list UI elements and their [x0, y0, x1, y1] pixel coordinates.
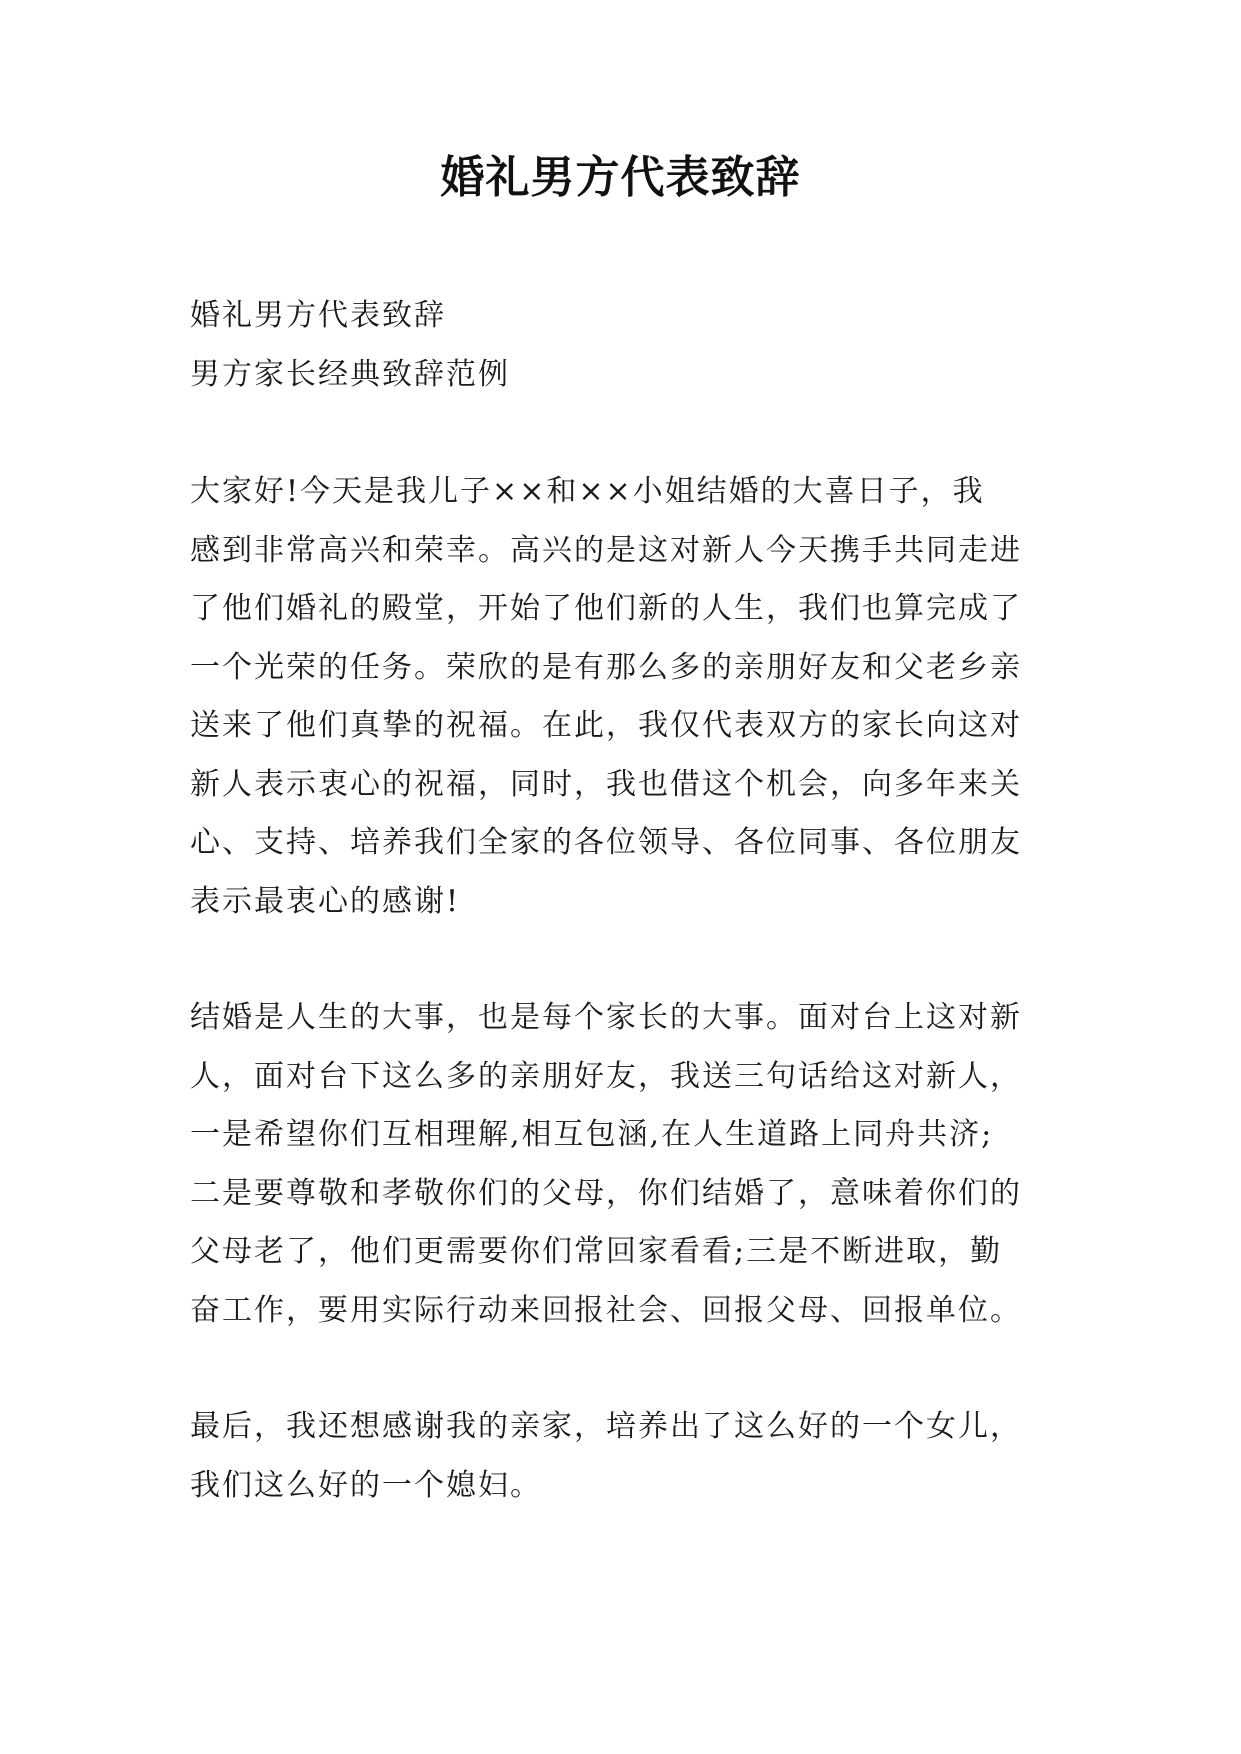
- paragraph-line: 结婚是人生的大事，也是每个家长的大事。面对台上这对新: [190, 1000, 1022, 1035]
- paragraph-line: 一是希望你们互相理解,相互包涵,在人生道路上同舟共济;: [190, 1117, 994, 1152]
- document-body: [190, 287, 1070, 1573]
- paragraph-line: 一个光荣的任务。荣欣的是有那么多的亲朋好友和父老乡亲: [190, 649, 1022, 685]
- subtitle-line: 男方家长经典致辞范例: [190, 356, 510, 392]
- paragraph-line: 大家好!今天是我儿子××和××小姐结婚的大喜日子，我: [190, 474, 985, 509]
- paragraph-advice: [190, 989, 1070, 1340]
- paragraph-line: 父母老了，他们更需要你们常回家看看;三是不断进取，勤: [190, 1234, 1003, 1269]
- paragraph-line: 新人表示衷心的祝福，同时，我也借这个机会，向多年来关: [190, 766, 1022, 802]
- paragraph-line: 我们这么好的一个媳妇。: [190, 1467, 542, 1503]
- paragraph-line: 心、支持、培养我们全家的各位领导、各位同事、各位朋友: [190, 825, 1022, 860]
- subtitle-line: 婚礼男方代表致辞: [190, 298, 446, 333]
- document-title: 婚礼男方代表致辞: [440, 152, 801, 203]
- paragraph-line: 了他们婚礼的殿堂，开始了他们新的人生，我们也算完成了: [190, 591, 1022, 626]
- paragraph-line: 表示最衷心的感谢!: [190, 883, 461, 919]
- paragraph-greeting: [190, 463, 1070, 931]
- paragraph-line: 人，面对台下这么多的亲朋好友，我送三句话给这对新人，: [190, 1058, 1022, 1094]
- paragraph-line: 送来了他们真挚的祝福。在此，我仅代表双方的家长向这对: [190, 708, 1022, 743]
- paragraph-closing: [190, 1398, 1070, 1515]
- paragraph-line: 最后，我还想感谢我的亲家，培养出了这么好的一个女儿，: [190, 1409, 1022, 1444]
- paragraph-line: 奋工作，要用实际行动来回报社会、回报父母、回报单位。: [190, 1292, 1022, 1328]
- paragraph-line: 二是要尊敬和孝敬你们的父母，你们结婚了，意味着你们的: [190, 1175, 1022, 1211]
- paragraph-line: 感到非常高兴和荣幸。高兴的是这对新人今天携手共同走进: [190, 532, 1022, 568]
- subtitle-block: [190, 287, 1070, 404]
